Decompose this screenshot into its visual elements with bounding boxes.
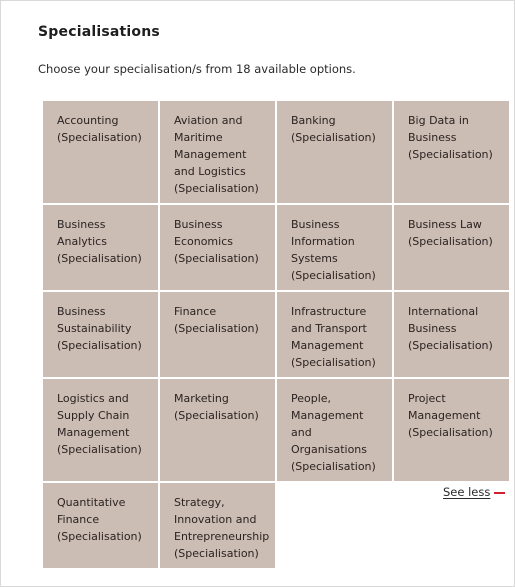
tile-label: Business Law (Specialisation) [408,218,493,248]
specialisation-tile-marketing[interactable] [160,379,275,481]
specialisation-tile-international-business[interactable] [394,292,509,377]
specialisation-tile-quantitative-finance[interactable] [43,483,158,568]
tile-label: Business Sustainability (Specialisation) [57,305,142,352]
tile-label: Marketing (Specialisation) [174,392,259,422]
tile-label: Business Information Systems (Specialisation) [291,218,376,282]
tile-label: Accounting (Specialisation) [57,114,142,144]
tile-label: Strategy, Innovation and Entrepreneurship (Specialisation) [174,496,270,560]
tile-label: Aviation and Maritime Management and Logistics (Specialisation) [174,114,259,195]
specialisation-grid [43,101,509,568]
specialisation-tile-finance[interactable] [160,292,275,377]
specialisation-tile-business-economics[interactable] [160,205,275,290]
specialisation-tile-infrastructure-transport[interactable] [277,292,392,377]
tile-label: Business Analytics (Specialisation) [57,218,142,265]
specialisation-tile-business-sustainability[interactable] [43,292,158,377]
specialisation-tile-business-analytics[interactable] [43,205,158,290]
tile-label: Banking (Specialisation) [291,114,376,144]
tile-label: Quantitative Finance (Specialisation) [57,496,142,543]
specialisation-tile-accounting[interactable] [43,101,158,203]
tile-label: International Business (Specialisation) [408,305,493,352]
tile-label: Business Economics (Specialisation) [174,218,259,265]
tile-label: Infrastructure and Transport Management (Specialisation) [291,305,376,369]
minus-icon [494,492,505,494]
tile-label: Logistics and Supply Chain Management (Specialisation) [57,392,142,456]
specialisation-tile-aviation-maritime[interactable] [160,101,275,203]
see-less-link[interactable] [443,485,505,499]
section-intro: Choose your specialisation/s from 18 available options. [38,62,356,76]
tile-label: Big Data in Business (Specialisation) [408,114,493,161]
specialisation-tile-strategy-innovation[interactable] [160,483,275,568]
specialisation-tile-banking[interactable] [277,101,392,203]
specialisation-tile-business-law[interactable] [394,205,509,290]
tile-label: Finance (Specialisation) [174,305,259,335]
specialisation-tile-people-management[interactable] [277,379,392,481]
tile-label: Project Management (Specialisation) [408,392,493,439]
specialisation-tile-logistics-supply-chain[interactable] [43,379,158,481]
see-less-label: See less [443,485,491,499]
section-title: Specialisations [38,24,160,40]
tile-label: People, Management and Organisations (Specialisation) [291,392,376,473]
specialisation-tile-project-management[interactable] [394,379,509,481]
specialisation-tile-business-information-systems[interactable] [277,205,392,290]
specialisation-tile-big-data[interactable] [394,101,509,203]
